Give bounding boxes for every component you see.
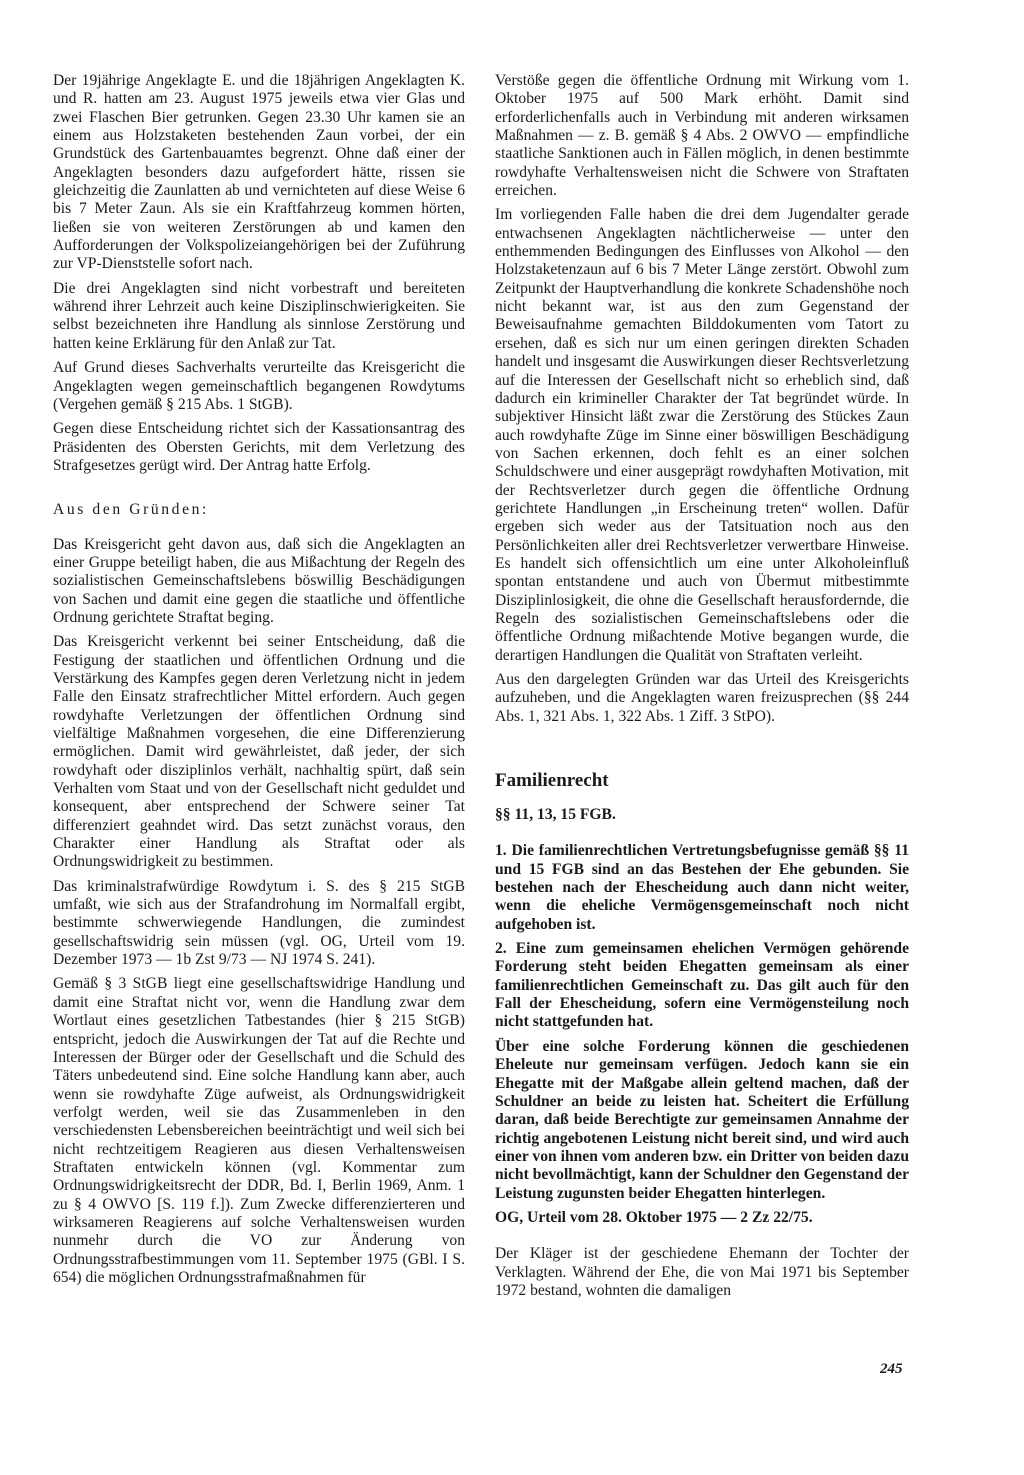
paragraph: Der Kläger ist der geschiedene Ehemann der Tochter der Verklagten. Während der Ehe, die von Mai 1971 bis September 1972 bestand, wohnten die damaligen — [495, 1245, 909, 1299]
paragraph: Aus den dargelegten Gründen war das Urteil des Kreisgerichts aufzuheben, und die Angeklagten waren freizusprechen (§§ 244 Abs. 1, 321 Abs. 1, 322 Abs. 1 Ziff. 3 StPO). — [495, 671, 909, 725]
holding-2: 2. Eine zum gemeinsamen ehelichen Vermögen gehörende Forderung steht beiden Ehegatten gemeinsam als einer familienrechtlichen Gemeinschaft zu. Das gilt auch für den Fall der Ehescheidung, sofern eine Vermögensteilung noch nicht stattgefunden hat. — [495, 940, 909, 1031]
page-number: 245 — [880, 1361, 903, 1377]
paragraph: Das kriminalstrafwürdige Rowdytum i. S. des § 215 StGB umfaßt, wie sich aus der Strafandrohung im Normalfall ergibt, bestimmte schwerwiegende Handlungen, die zumindest gesellschaftswidrig sein müssen (vgl. OG, Urteil vom 19. Dezember 1973 — 1b Zst 9/73 — NJ 1974 S. 241). — [53, 877, 465, 969]
holding-3: Über eine solche Forderung können die geschiedenen Eheleute nur gemeinsam verfügen. Jedoch kann sie ein Ehegatte mit der Maßgabe allein geltend machen, daß der Schuldner an beide zu leisten hat. Scheitert die Erfüllung daran, daß beide Berechtigte zur gemeinsamen Annahme der richtig angebotenen Leistung nicht bereit sind, und wird auch einer von ihnen vom anderen bzw. ein Dritter von beiden dazu nicht bevollmächtigt, kann der Schuldner den Gegenstand der Leistung zugunsten beider Ehegatten hinterlegen. — [495, 1037, 909, 1202]
paragraph: Im vorliegenden Falle haben die drei dem Jugendalter gerade entwachsenen Angeklagten nächtlicherweise — unter den enthemmenden Bedingungen des Einflusses von Alkohol — den Holzstaketenzaun auf 6 bis 7 Meter Länge zerstört. Obwohl zum Zeitpunkt der Hauptverhandlung die konkrete Schadenshöhe noch nicht bekannt war, ist aus den zum Gegenstand der Beweisaufnahme gemachten Bilddokumenten vom Tatort zu ersehen, daß es sich nur um einen geringen direkten Schaden handelt und insgesamt die Auswirkungen dieser Rechtsverletzung auf die Interessen der Gesellschaft nicht so erheblich sind, daß dadurch ein krimineller Charakter der Tat begründet würde. In subjektiver Hinsicht läßt zwar die Zerstörung des Stückes Zaun auch rowdyhafte Züge im Sinne einer böswilligen Beschädigung von Sachen erkennen, doch fehlt es an einer solchen Schuldschwere und einer ausgeprägt rowdyhaften Motivation, mit der Rechtsverletzer durch gegen die öffentliche Ordnung gerichtete Handlungen „in Erscheinung treten“ wollen. Dafür ergeben sich weder aus der Tatsituation noch aus den Persönlichkeiten aller drei Rechtsverletzer verwertbare Hinweise. Es handelt sich offensichtlich um eine unter Alkoholeinfluß spontan entstandene und auch von Übermut mitbestimmte Disziplinlosigkeit, die ohne die Gesellschaft herausfordernde, die Regeln des sozialistischen Gemeinschaftslebens oder die öffentliche Ordnung mißachtende Motive begangen wurde, die derartigen Handlungen die Qualität von Straftaten verleiht. — [495, 206, 909, 664]
left-column — [53, 72, 465, 1293]
paragraph: Der 19jährige Angeklagte E. und die 18jährigen Angeklagten K. und R. hatten am 23. August 1975 jeweils etwa vier Glas und zwei Flaschen Bier getrunken. Gegen 23.30 Uhr kamen sie an einem aus Holzstaketen bestehenden Zaun vorbei, der ein Grundstück des Gartenbauamtes begrenzt. Ohne daß einer der Angeklagten besonders dazu aufgefordert hätte, rissen sie gleichzeitig die Zaunlatten ab und vernichteten auf diese Weise 6 bis 7 Meter Zaun. Als sie ein Kraftfahrzeug kommen hörten, ließen sie von weiteren Zerstörungen ab und kamen den Aufforderungen der Volkspolizeiangehörigen bei der Zuführung zur VP-Dienststelle sofort nach. — [53, 72, 465, 273]
holding-1: 1. Die familienrechtlichen Vertretungsbefugnisse gemäß §§ 11 und 15 FGB sind an das Bestehen der Ehe gebunden. Sie bestehen nach der Ehescheidung auch dann nicht weiter, wenn die eheliche Vermögensgemeinschaft noch nicht aufgehoben ist. — [495, 842, 909, 933]
paragraph: Auf Grund dieses Sachverhalts verurteilte das Kreisgericht die Angeklagten wegen gemeinschaftlich begangenen Rowdytums (Vergehen gemäß § 215 Abs. 1 StGB). — [53, 359, 465, 413]
paragraph: Gegen diese Entscheidung richtet sich der Kassationsantrag des Präsidenten des Obersten Gerichts, mit dem Verletzung des Strafgesetzes gerügt wird. Der Antrag hatte Erfolg. — [53, 420, 465, 474]
section-title: Familienrecht — [495, 770, 609, 792]
right-column — [495, 72, 909, 1306]
court-citation: OG, Urteil vom 28. Oktober 1975 — 2 Zz 22/75. — [495, 1208, 813, 1226]
statute-reference: §§ 11, 13, 15 FGB. — [495, 806, 616, 824]
paragraph: Das Kreisgericht verkennt bei seiner Entscheidung, daß die Festigung der staatlichen und öffentlichen Ordnung und die Verstärkung des Kampfes gegen deren Verletzung nicht in jedem Falle den Einsatz strafrechtlicher Mittel erfordern. Auch gegen rowdyhafte Verletzungen der öffentlichen Ordnung sind vielfältige Maßnahmen vorgesehen, die eine Differenzierung ermöglichen. Damit wird gewährleistet, daß jeder, der sich rowdyhaft oder disziplinlos verhält, nachhaltig spürt, daß sein Verhalten vom Staat und von der Gesellschaft nicht geduldet und konsequent, aber entsprechend der Schwere seiner Tat differenziert geahndet wird. Das setzt zunächst voraus, den Charakter einer Handlung als Straftat oder als Ordnungswidrigkeit zu bestimmen. — [53, 633, 465, 871]
paragraph: Gemäß § 3 StGB liegt eine gesellschaftswidrige Handlung und damit eine Straftat nicht vor, wenn die Handlung zwar dem Wortlaut eines gesetzlichen Tatbestandes (hier § 215 StGB) entspricht, jedoch die Auswirkungen der Tat auf die Rechte und Interessen der Bürger oder der Gesellschaft und die Schuld des Täters unbedeutend sind. Eine solche Handlung kann aber, auch wenn sie rowdyhafte Züge aufweist, als Ordnungswidrigkeit verfolgt werden, weil sie das Zusammenleben in den verschiedensten Lebensbereichen beeinträchtigt und weil sich bei nicht rechtzeitigem Reagieren aus diesen Verhaltensweisen Straftaten entwickeln können (vgl. Kommentar zum Ordnungswidrigkeitsrecht der DDR, Bd. I, Berlin 1969, Anm. 1 zu § 4 OWVO [S. 119 f.]). Zum Zwecke differenzierteren und wirksameren Reagierens auf solche Verhaltensweisen wurden nunmehr durch die VO zur Änderung von Ordnungsstrafbestimmungen vom 11. September 1975 (GBl. I S. 654) die möglichen Ordnungsstrafmaßnahmen für — [53, 975, 465, 1286]
paragraph: Verstöße gegen die öffentliche Ordnung mit Wirkung vom 1. Oktober 1975 auf 500 Mark erhöht. Damit sind erforderlichenfalls auch in Verbindung mit anderen wirksamen Maßnahmen — z. B. gemäß § 4 Abs. 2 OWVO — empfindliche staatliche Sanktionen auch in Fällen möglich, in denen bestimmte rowdyhafte Verhaltensweisen nicht die Schwere von Straftaten erreichen. — [495, 72, 909, 200]
reasons-heading: Aus den Gründen: — [53, 501, 209, 519]
paragraph: Das Kreisgericht geht davon aus, daß sich die Angeklagten an einer Gruppe beteiligt haben, die aus Mißachtung der Regeln des sozialistischen Gemeinschaftslebens böswillig Beschädigungen von Sachen und damit eine gegen die staatliche und öffentliche Ordnung gerichtete Straftat beging. — [53, 535, 465, 626]
paragraph: Die drei Angeklagten sind nicht vorbestraft und bereiteten während ihrer Lehrzeit auch keine Disziplinschwierigkeiten. Sie selbst bezeichneten ihre Handlung als sinnlose Zerstörung und hatten keine Erklärung für den Anlaß zur Tat. — [53, 279, 465, 352]
